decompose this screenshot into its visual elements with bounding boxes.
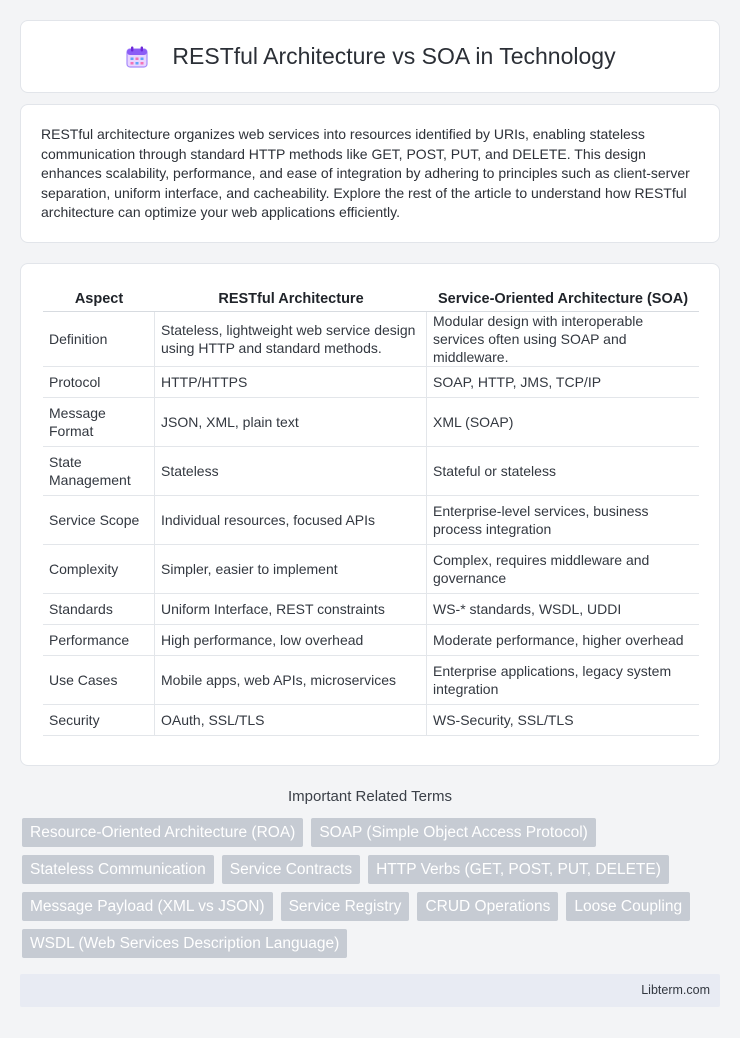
header-soa: Service-Oriented Architecture (SOA) [427,284,699,312]
table-row [43,545,699,594]
table-row [43,312,699,367]
row-aspect: Message Format [43,398,155,447]
row-soa: SOAP, HTTP, JMS, TCP/IP [427,367,699,398]
row-aspect: Use Cases [43,656,155,705]
calendar-icon [124,44,150,70]
row-aspect: Service Scope [43,496,155,545]
table-row [43,447,699,496]
term-tag[interactable]: SOAP (Simple Object Access Protocol) [311,818,595,847]
row-soa: Modular design with interoperable services often using SOAP and middleware. [427,312,699,367]
term-tag[interactable]: Service Registry [281,892,410,921]
term-tag[interactable]: Resource-Oriented Architecture (ROA) [22,818,303,847]
table-row [43,398,699,447]
row-aspect: Performance [43,625,155,656]
table-row [43,625,699,656]
table-row [43,367,699,398]
row-restful: Stateless, lightweight web service design using HTTP and standard methods. [155,312,427,367]
title-card [20,20,720,93]
row-soa: Enterprise applications, legacy system integration [427,656,699,705]
term-tag[interactable]: Loose Coupling [566,892,690,921]
header-aspect: Aspect [43,284,155,312]
intro-card [20,104,720,243]
row-aspect: Security [43,705,155,736]
header-restful: RESTful Architecture [155,284,427,312]
comparison-table [43,284,699,736]
row-restful: Uniform Interface, REST constraints [155,594,427,625]
term-tag[interactable]: Message Payload (XML vs JSON) [22,892,273,921]
row-restful: OAuth, SSL/TLS [155,705,427,736]
term-tag[interactable]: Stateless Communication [22,855,214,884]
footer-site-link[interactable]: Libterm.com [641,983,710,997]
row-restful: Stateless [155,447,427,496]
table-row [43,705,699,736]
row-restful: Simpler, easier to implement [155,545,427,594]
row-aspect: Complexity [43,545,155,594]
term-tag[interactable]: Service Contracts [222,855,360,884]
intro-text: RESTful architecture organizes web services into resources identified by URIs, enabling stateless communication through standard HTTP methods like GET, POST, PUT, and DELETE. This design enhances scalability, performance, and ease of integration by adhering to principles such as client-server separation, uniform interface, and cacheability. Explore the rest of the article to understand how RESTful architecture can optimize your web applications efficiently. [41,126,690,220]
row-restful: JSON, XML, plain text [155,398,427,447]
comparison-table-card [20,263,720,766]
page-title: RESTful Architecture vs SOA in Technology [172,43,616,69]
table-row [43,656,699,705]
row-restful: Mobile apps, web APIs, microservices [155,656,427,705]
term-tag[interactable]: CRUD Operations [417,892,558,921]
row-soa: WS-Security, SSL/TLS [427,705,699,736]
related-terms-title: Important Related Terms [288,788,452,805]
row-aspect: Protocol [43,367,155,398]
row-restful: Individual resources, focused APIs [155,496,427,545]
term-tag[interactable]: WSDL (Web Services Description Language) [22,929,347,958]
row-soa: Stateful or stateless [427,447,699,496]
row-restful: High performance, low overhead [155,625,427,656]
row-soa: Enterprise-level services, business process integration [427,496,699,545]
row-soa: XML (SOAP) [427,398,699,447]
row-soa: Moderate performance, higher overhead [427,625,699,656]
row-restful: HTTP/HTTPS [155,367,427,398]
table-row [43,594,699,625]
row-soa: WS-* standards, WSDL, UDDI [427,594,699,625]
footer [20,974,720,1007]
row-aspect: State Management [43,447,155,496]
row-soa: Complex, requires middleware and governance [427,545,699,594]
row-aspect: Definition [43,312,155,367]
term-tag[interactable]: HTTP Verbs (GET, POST, PUT, DELETE) [368,855,669,884]
table-row [43,496,699,545]
table-header-row [43,284,699,312]
row-aspect: Standards [43,594,155,625]
related-terms-list [22,818,722,958]
